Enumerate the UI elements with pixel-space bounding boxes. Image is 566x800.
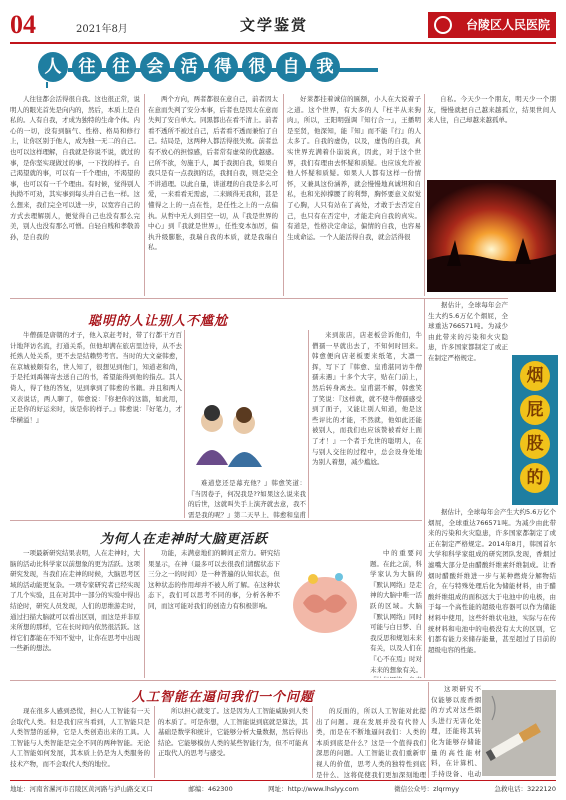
footer-emergency-phone: 急救电话：3222120 (494, 785, 556, 793)
footer-address: 地址：河南省漯河市召陵区黄河路与泸山路交叉口 (10, 785, 153, 793)
article1-column-4: 自私。今天少一个朋友，明天少一个朋友，慢慢就把自己越来越孤立，结果世间人来人往，自己却越来越孤单。 (427, 95, 556, 125)
article1-column-2: 两个方向，两者都很在意自己，前者因太在意而失判了安分本事，后者也是因太在意而失判了安自单大。同黑都出在看不清上。前者看不透所不被过自己，后者看不透而兼怕了自己。结局是，这两种人都活得很失败。前者总有不放心的担惊感，后者常有虚荣的优越感。已所不欲，勿施于人，属于我拥自我，如果自我只是有一点我拥的话，我拥自我，则是完全不讲道理。以此自量，讲道理的自我是多么可爱，一来看看无需虑，二来顾得无我和，甚是懂得之上的一点在性，是任性之上的一点偏执。从哲中无人到目空一切，从『我是世界的中心』到『我就是世界』，任性变本加厉，偏执升级膨胀，我瑞自我的本质，就是我瑞自私。 (148, 95, 278, 252)
article1-column-1: 人往往都会活得很自我。这也很正常，说明人的眼光首先是向内的，然后，本质上是自私的。人有自我，才成为独特的生命个体。内心的一切，没有到脑气、性格、格局和修行上，让你区别于他人，成为独一无二的自己。也可以这样理解，自我就是你说不说，就过的事，是你坚实现做过的事，一下找的样子。自己渴望就的事，可以有一千个理由，不渴望的事，也可以有一千个理由。有时候，觉得别人执拗不可劝，其实事到每头并自己也一样。这么想来，我们完全可以进一步，以宽容自己的方式去理解别人，便觉得自己也没有那么完美，别人也没有那么可憎。自轻自贱和孝敬善孙，是自我的 (10, 95, 140, 241)
article3-column-1: 据估计，全球每年会产生大约5.6万亿个烟屁，全球重达766571吨。为减少由此带来的污染和火灾隐患，许多国家都制定了或正在制定严格规定。2014年8月，韩国首尔大学和科学家组成的研究团队发现，香烟过滤嘴大部分是由醋酸纤维素纤维制成。让香烟时醋酸纤维进一步与某种燃烧分解物结合，在与特殊处理后化为储能材料，由于醋酸纤维组成的面积远大于电池中的电极，由于每一个高性能的超级电容器可以作为储能材料中使用，这些纤维状电池，实际与在传统材料和电池中的电极没有太大的区别，它们都有能力来储存能量，甚至超过了目前的超级电容的性能。 (428, 508, 556, 654)
article4-title: 为何人在走神时大脑更活跃 (100, 532, 269, 547)
header-divider (10, 42, 556, 44)
article3-title-char: 屁 (520, 395, 550, 425)
footer-wechat: 微信公众号：zlqrmyy (394, 785, 460, 793)
article1-title (38, 52, 340, 82)
issue-date: 2021年8月 (76, 24, 128, 35)
article1-title-char: 人 (38, 52, 68, 82)
article3-column-1a: 据估计，全球每年会产生大约5.6万亿个烟屁，全球重达766571吨。为减少由此带来的污染和火灾隐患，许多国家都制定了或正在制定严格规定。 (428, 301, 508, 362)
article4-column-2: 功能，未满意地们的瞬间正常力。研究结果显示，在神（最多可以去很我们清醒状态下三分之一的时间）是一种普遍的认知状态，但这种状态的作用却并不被人所了解。在这种状态下，我们可以思考不同的事，分析各种不同，而这可能对我们的创造力有积极影响。 (148, 549, 280, 610)
article1-title-char: 活 (174, 52, 204, 82)
article5-column-3: 的反面的，所以人工智能对此提出了问题。现在发展并没有代替人类，而是在不断地逼问我们：人类的本质到底是什么？这是一个值得我们深思的问题。人工智能让我们重新审视人的价值，思考人类的独特性到底是什么，这将促使我们更加深刻地理 (316, 707, 426, 778)
page-number: 04 (10, 10, 36, 39)
article2-column-1: 牛僧孺是唐朝的才子，他入京赶考时，带了行都干方百计地拜访名流，打通关系，但他却满在旅店里边待，从不去托熟人处关系，更不去是结赖势考官。当时的大文豪韩愈，在京城被颇有名，世人知了，很想见到他门，知道老和尚，于是托刘禹锡寄去送自己的书，希望能得到他的指点。其人倚人，得了他的答复，见到拿到了韩愈的书籍。并且和两人又表说话，两人聊了，韩愈说：『你把你的这篇，如此用，正是你的好运来时，该是你的样子。』韩愈说：『好笔力，才华横溢！』 (10, 331, 182, 424)
article1-title-char: 很 (242, 52, 272, 82)
brain-illustration (283, 563, 367, 643)
masthead (10, 10, 556, 40)
night-landscape-photo (427, 180, 556, 292)
article4-column-3: 中的重要问题。在此之前，科学家认为大脑的『默认网络』是走神的大脑中唯一活跃的区域。大脑『默认网络』同时可能与白日梦、自我反思和规划未来有关，以及人们在『心不在焉』时对未来的想象有关。 (370, 549, 422, 674)
article3-title-char: 的 (520, 463, 550, 493)
article5-column-2: 所以担心就变了。这是因为人工智能威胁到人类的本质了。可是你想，人工智能说到底就是算法，其基础是数学和统计，它能够分析大量数据，然后得出结论。它能够模仿人类的某些智能行为，但不可能真正取代人的思考与感受。 (158, 707, 308, 758)
article3-title-char: 股 (520, 429, 550, 459)
article2-title: 聪明的人让别人不尴尬 (88, 314, 229, 329)
article1-title-char: 我 (310, 52, 340, 82)
article5-title: 人工智能在逼问我们一个问题 (132, 690, 315, 705)
footer-postcode: 邮编：462300 (188, 785, 233, 793)
article3-column-2: 这项研究不仅能够以废香烟的方式对这些烟头进行无害化处理，还能将其转化为能够存储能量的高性能材料，在计算机、手持设备、电动 (431, 685, 481, 778)
footer-website[interactable]: 网址：http://www.lhslyy.com (268, 785, 359, 793)
article3-title-char: 烟 (520, 361, 550, 391)
article2-column-2: 难道您还是幕充他？』韩愈笑道：『当因卷子，何况我是??如果这么说来我的后世，这就叫失手上演齐就去意，我不需是我的呢？』第二天早上，韩愈和皇甫 (188, 479, 306, 518)
article3-title-banner (512, 355, 558, 505)
article2-column-3: 来到旅店，店老板尝诉他们，牛僧孺一早就出去了，不知何时回来。韩愈便向店老板要来纸笔，大凛一挥，写下了『韩愈、皇甫湛同访牛僧孺未遇』十多个大字，贴在门前上，然后转身离去。皇甫湛不解，韩愈笑了笑说：『这样就，就不使牛僧孺感受到了面子，又能让别人知道，他是这些评比的才能，不然就，他如此还能被别人，而我们也应该赞被看好上面了才！』一个者于允世的聪明人，在与别人交往的过程中，总会设身处地为别人着想，减少尴尬。 (312, 331, 422, 467)
footer (10, 784, 556, 793)
article1-title-char: 会 (140, 52, 170, 82)
hospital-emblem-icon (434, 16, 452, 34)
section-title: 文学鉴赏 (240, 16, 309, 34)
article1-title-char: 往 (72, 52, 102, 82)
article1-title-char: 往 (106, 52, 136, 82)
article1-title-char: 得 (208, 52, 238, 82)
article4-column-1: 一项最新研究结果表明，人在走神时，大脑的活动比科学家以前想象的更为活跃。这项研究发现，当我们在走神的时候，大脑思考区域的活动能更复杂。一项专家研究者已经实现了几个实验，且在对其中一部分的实验中得出结论时，研究人员发现，人们的思维游走时，通过扫描大脑就可以看出区别，而这是并非原来所想的那样，它在长时间内依然很活跃。这样它们都能在不知不觉中，让你在思考中出现一些新的想法。 (10, 549, 140, 653)
footer-divider (10, 780, 556, 781)
article5-column-1: 现在很多人感到恐慌，担心人工智能有一天会取代人类。但是我们应当看到，人工智能只是人类智慧的延伸，它是人类创造出来的工具。人工智能与人类智能是完全不同的两种智能。无论人工智能如何发展，其本质上仍是为人类服务的技术产物，而不会取代人类的地位。 (10, 707, 150, 768)
cigarette-butt-photo (482, 690, 556, 776)
conversation-illustration (186, 395, 270, 475)
article1-title-char: 自 (276, 52, 306, 82)
article1-column-3: 好莱都挂着诚信的匾额，小人在大说着子之道。这个世界，有大多的人『枉半从来狗肉』，所以，王阳明强调『知行合一』，王播明是至贤，他深知，能『知』而不能『行』的人太多了。自我的虚伪，以及，虚伪的自我，真实世界充满着仆崩说真，因此，对于这个世界，我们有理由去怀疑和质疑。也应该允许被他人怀疑和质疑。如果人人都有这样一份情怀，又兼具这份涵养，就会慢慢地真诚坦和自私，也和光掉撑腰了的利弊，胸怀要意义似觉了心胸，人只有站在了高处，才敢于去否定自己，也只有在否定中，才能走向自我的真实。有道是，性格决定命运，偏情的自我，也容易生成命运。一个人能活得自我，就会活得很 (287, 95, 421, 241)
hospital-name: 台陵区人民医院 (465, 18, 550, 32)
hospital-logo (428, 12, 556, 38)
article3-title (516, 361, 554, 493)
article1-title-banner (38, 52, 378, 88)
